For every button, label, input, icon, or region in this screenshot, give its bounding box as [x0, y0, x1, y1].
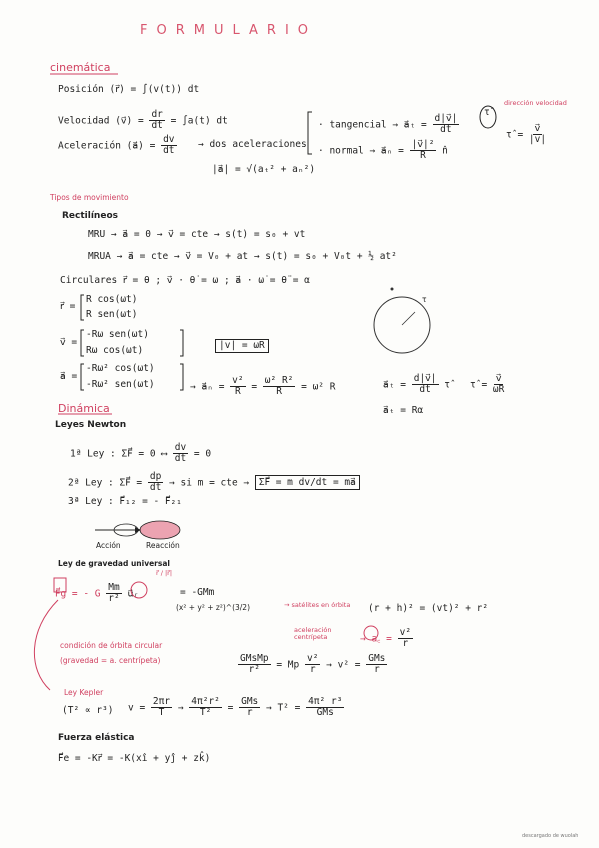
tangencial-num: d|v⃗| — [434, 113, 458, 124]
kepler-k-num: 4π²r² — [191, 696, 220, 707]
kepler-g-num: GMs — [241, 696, 259, 707]
fg-num: Mm — [108, 582, 120, 593]
normal-fraction — [410, 140, 437, 162]
gms-frac-lhs — [238, 654, 271, 676]
at-den: dt — [419, 384, 431, 396]
normal — [318, 140, 448, 162]
v-vector: v⃗ = — [60, 337, 78, 348]
tangencial — [318, 114, 459, 136]
ley-1-end: = 0 — [193, 448, 212, 460]
watermark: descargado de wuolah — [522, 833, 579, 839]
ley-1-den: dt — [174, 453, 187, 465]
gms-v-num: v² — [306, 653, 319, 664]
direccion-velocidad: dirección velocidad — [504, 99, 567, 107]
v-omega-r-box: |v| = ωR — [215, 339, 269, 353]
kepler-k-den: T² — [199, 707, 212, 719]
tangencial-label: · tangencial → a⃗ₜ = — [318, 119, 427, 131]
modulo-aceleracion: |a⃗| = √(aₜ² + aₙ²) — [212, 164, 316, 175]
gms-lhs-num: GMsMp — [240, 653, 269, 664]
kepler-formula — [128, 697, 344, 719]
kepler-g-frac — [239, 697, 260, 719]
section-heading-cinematica: cinemática — [50, 61, 111, 74]
ley-2-fraction — [148, 472, 163, 494]
a-bracket-left — [81, 364, 84, 390]
acel-centripeta-note: aceleración centrípeta — [294, 626, 332, 642]
velocidad-label: Velocidad (v⃗) = — [58, 115, 144, 127]
ley-2-num: dp — [149, 471, 162, 482]
tau-definition — [506, 124, 546, 146]
fg-fraction — [106, 583, 121, 605]
reaction-body-icon — [140, 521, 180, 539]
formula-posicion: Posición (r⃗) = ∫(v(t)) dt — [58, 84, 200, 95]
ac-fraction — [398, 628, 413, 650]
gms-lhs-den: r² — [248, 664, 261, 676]
reaccion-label: Reacción — [146, 541, 180, 550]
kepler-law: (T² ∝ r³) — [62, 705, 114, 716]
kepler-v-num: 2πr — [152, 696, 171, 707]
ley-2-den: dt — [149, 482, 162, 494]
a-component-1: -Rω² cos(ωt) — [86, 363, 155, 374]
ley-1-num: dv — [174, 442, 187, 453]
kepler-t2-frac — [306, 697, 344, 719]
tau-fraction — [529, 124, 546, 146]
normal-vector: n̂ — [442, 145, 448, 157]
ley-2-label: 2ª Ley : ΣF⃗ = — [68, 477, 143, 489]
an-frac-2-num: ω² R² — [264, 375, 294, 386]
an-end: = ω² R — [301, 381, 336, 393]
gms-v-den: r — [309, 664, 316, 676]
ac-num: v² — [399, 627, 412, 638]
fg-den: r² — [108, 593, 120, 605]
ac-den: r — [402, 638, 409, 650]
at-tau: τ̂ — [444, 379, 450, 391]
gmm-den: (x² + y² + z²)^(3/2) — [176, 603, 250, 612]
a-component-2: -Rω² sen(ωt) — [86, 379, 155, 390]
subheading-leyes-newton: Leyes Newton — [55, 420, 127, 430]
formula-elastica: F⃗e = -Kr⃗ = -K(xî + yĵ + zk̂) — [58, 753, 211, 764]
gmm-num: = -GMm — [180, 587, 215, 598]
velocidad-num: dr — [151, 109, 163, 120]
gms-frac-v — [305, 654, 320, 676]
tau-den: |v| — [528, 134, 547, 146]
an-formula: → a⃗ₙ = $\frac{\text{v²}}{R}$ = $\frac{\text{ω² R²}}{R}$ = ω² R — [190, 375, 336, 398]
normal-num: |v⃗|² — [411, 139, 435, 150]
section-heading-gravedad: Ley de gravedad universal — [58, 559, 170, 568]
velocidad-fraction — [149, 110, 164, 132]
r-component-2: R sen(ωt) — [86, 309, 138, 320]
at-formula — [383, 374, 450, 396]
accion-label: Acción — [96, 541, 121, 550]
satelite-note: → satélites en órbita — [284, 601, 351, 609]
at-fraction — [412, 374, 439, 396]
formula-velocidad — [58, 110, 228, 132]
kepler-arrow: → — [177, 702, 184, 714]
velocidad-den: dt — [151, 120, 163, 132]
kepler-v-den: T — [158, 707, 165, 719]
r-vector: r⃗ = — [60, 301, 76, 312]
kepler-v-eq: v = — [128, 702, 146, 714]
circular-motion-icon — [374, 297, 430, 353]
v-component-2: Rω cos(ωt) — [86, 345, 144, 356]
components-bracket — [308, 112, 312, 154]
gms-arrow: → v² = — [326, 659, 361, 671]
kepler-eq: = — [227, 702, 234, 714]
action-body-icon — [114, 524, 138, 536]
tau2-num: v⃗ — [495, 373, 502, 384]
fg-lhs: F⃗g = - G — [55, 588, 101, 600]
an-frac-2-den: R — [276, 386, 282, 398]
normal-label: · normal → a⃗ₙ = — [318, 145, 404, 157]
gms-r-num: GMs — [368, 653, 386, 664]
tangencial-fraction — [433, 114, 460, 136]
an-frac-1 — [230, 376, 245, 398]
circle-tau-label: τ — [422, 295, 427, 304]
tau-symbol: τ̂ — [484, 107, 490, 118]
gms-r-den: r — [373, 664, 380, 676]
orbit-condition-arrow-icon — [34, 600, 58, 690]
tau-num: v⃗ — [534, 123, 541, 134]
aceleracion-label: Aceleración (a⃗) = — [58, 140, 156, 152]
kepler-t2-den: GMs — [316, 707, 334, 719]
tangencial-den: dt — [440, 124, 452, 136]
tau2-eq: τ̂ = — [470, 379, 488, 391]
at-eq: a⃗ₜ = — [383, 379, 406, 391]
kepler-t2-num: 4π² r³ — [308, 696, 343, 707]
kepler-heading: Ley Kepler — [64, 688, 104, 697]
an-eq: → a⃗ₙ = — [190, 381, 225, 393]
fg-formula — [55, 583, 139, 605]
aceleracion-den: dt — [163, 145, 175, 157]
gms-frac-r — [366, 654, 387, 676]
condicion-orbita-2: (gravedad = a. centrípeta) — [60, 656, 161, 665]
r-component-1: R cos(ωt) — [86, 294, 138, 305]
a-vector: a⃗ = — [60, 371, 78, 382]
v-bracket-right — [180, 330, 183, 356]
ac-formula — [360, 628, 413, 650]
velocidad-integral: = ∫a(t) dt — [170, 115, 228, 127]
kepler-v-frac — [151, 697, 172, 719]
aceleracion-fraction — [161, 135, 176, 157]
section-heading-tipos: Tipos de movimiento — [50, 193, 129, 202]
tau2-formula — [470, 374, 504, 396]
an-frac-1-den: R — [235, 386, 241, 398]
an-frac-2 — [263, 376, 296, 398]
ley-1 — [70, 443, 211, 465]
kepler-k-frac — [189, 697, 222, 719]
v-component-1: -Rω sen(ωt) — [86, 329, 149, 340]
orbita-formula — [238, 654, 387, 676]
ley-3: 3ª Ley : F⃗₁₂ = - F⃗₂₁ — [68, 496, 182, 507]
kepler-g-den: r — [246, 707, 253, 719]
v-bracket-left — [81, 330, 84, 356]
ac-eq: → a꜀ = — [360, 633, 392, 645]
an-frac-1-num: v² — [232, 375, 244, 386]
tau2-fraction — [493, 374, 504, 396]
at-r-alpha: a⃗ₜ = Rα — [383, 405, 424, 416]
section-heading-dinamica: Dinámica — [58, 402, 110, 415]
ley-2-mid: → si m = cte → — [169, 477, 250, 489]
normal-den: R — [420, 150, 426, 162]
a-bracket-right — [180, 364, 183, 390]
ley-2-box: ΣF⃗ = m dv/dt = ma⃗ — [255, 475, 360, 490]
condicion-orbita-1: condición de órbita circular — [60, 641, 163, 650]
ley-2 — [68, 472, 360, 494]
pythag-relation: (r + h)² = (vt)² + r² — [368, 603, 489, 614]
formula-aceleracion — [58, 135, 177, 157]
formula-mrua: MRUA → a⃗ = cte → v⃗ = V₀ + at → s(t) = s₀ + V₀t + ½ at² — [88, 251, 397, 262]
subheading-rectilineos: Rectilíneos — [62, 211, 118, 221]
page-title: FORMULARIO — [140, 23, 318, 38]
at-num: d|v⃗| — [413, 373, 437, 384]
ley-1-fraction — [173, 443, 188, 465]
kepler-t2: → T² = — [266, 702, 301, 714]
tau-eq: τ̂ = — [506, 129, 524, 141]
ley-1-label: 1ª Ley : ΣF⃗ = 0 ⟷ — [70, 448, 167, 460]
dos-aceleraciones: → dos aceleraciones — [198, 139, 307, 150]
fg-ur: u⃗ᵣ — [127, 588, 140, 600]
section-heading-elastica: Fuerza elástica — [58, 733, 135, 743]
tau2-den: ωR — [492, 384, 505, 396]
aceleracion-num: dv — [163, 134, 175, 145]
gms-mid: = Mp — [276, 659, 300, 671]
formula-mru: MRU → a⃗ = 0 → v⃗ = cte → s(t) = s₀ + vt — [88, 229, 306, 240]
ur-fraction: r⃗ / |r⃗| — [156, 569, 173, 577]
r-bracket-left — [81, 295, 84, 320]
formula-circulares: Circulares r⃗ = θ ; v⃗ · θ̇ = ω ; a⃗ · ω̇ = θ̈ = α — [60, 275, 310, 286]
